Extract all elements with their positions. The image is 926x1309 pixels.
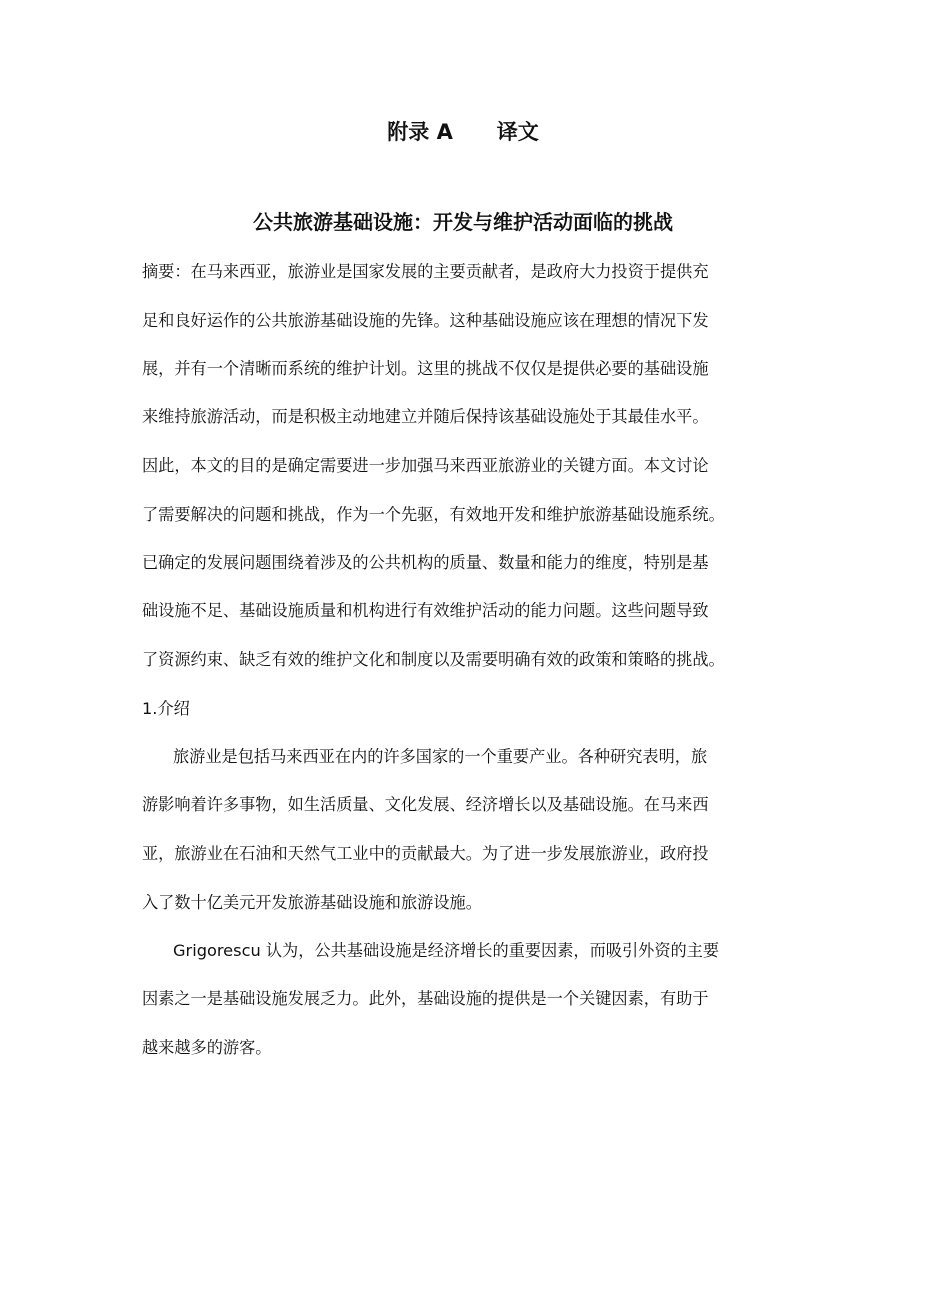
appendix-heading: 附录 A 译文 <box>387 120 539 144</box>
abstract-line: 了资源约束、缺乏有效的维护文化和制度以及需要明确有效的政策和策略的挑战。 <box>142 650 725 669</box>
abstract-line: 来维持旅游活动，而是积极主动地建立并随后保持该基础设施处于其最佳水平。 <box>142 407 709 426</box>
paper-title: 公共旅游基础设施：开发与维护活动面临的挑战 <box>253 210 673 234</box>
abstract-line: 础设施不足、基础设施质量和机构进行有效维护活动的能力问题。这些问题导致 <box>142 601 709 620</box>
abstract-line: 足和良好运作的公共旅游基础设施的先锋。这种基础设施应该在理想的情况下发 <box>142 311 709 330</box>
paragraph-line: 入了数十亿美元开发旅游基础设施和旅游设施。 <box>142 893 482 912</box>
section-heading: 1.介绍 <box>142 699 190 718</box>
abstract-line: 展，并有一个清晰而系统的维护计划。这里的挑战不仅仅是提供必要的基础设施 <box>142 359 709 378</box>
paragraph-line: 亚，旅游业在石油和天然气工业中的贡献最大。为了进一步发展旅游业，政府投 <box>142 844 709 863</box>
paragraph-line: Grigorescu 认为，公共基础设施是经济增长的重要因素，而吸引外资的主要 <box>173 941 720 960</box>
paragraph-line: 游影响着许多事物，如生活质量、文化发展、经济增长以及基础设施。在马来西 <box>142 795 709 814</box>
abstract-line: 已确定的发展问题围绕着涉及的公共机构的质量、数量和能力的维度，特别是基 <box>142 553 709 572</box>
abstract-line: 摘要：在马来西亚，旅游业是国家发展的主要贡献者，是政府大力投资于提供充 <box>142 262 709 281</box>
paragraph-line: 因素之一是基础设施发展乏力。此外，基础设施的提供是一个关键因素，有助于 <box>142 989 709 1008</box>
abstract-line: 因此，本文的目的是确定需要进一步加强马来西亚旅游业的关键方面。本文讨论 <box>142 456 709 475</box>
paragraph-line: 越来越多的游客。 <box>142 1038 272 1057</box>
abstract-line: 了需要解决的问题和挑战，作为一个先驱，有效地开发和维护旅游基础设施系统。 <box>142 505 725 524</box>
paragraph-line: 旅游业是包括马来西亚在内的许多国家的一个重要产业。各种研究表明，旅 <box>173 747 708 766</box>
